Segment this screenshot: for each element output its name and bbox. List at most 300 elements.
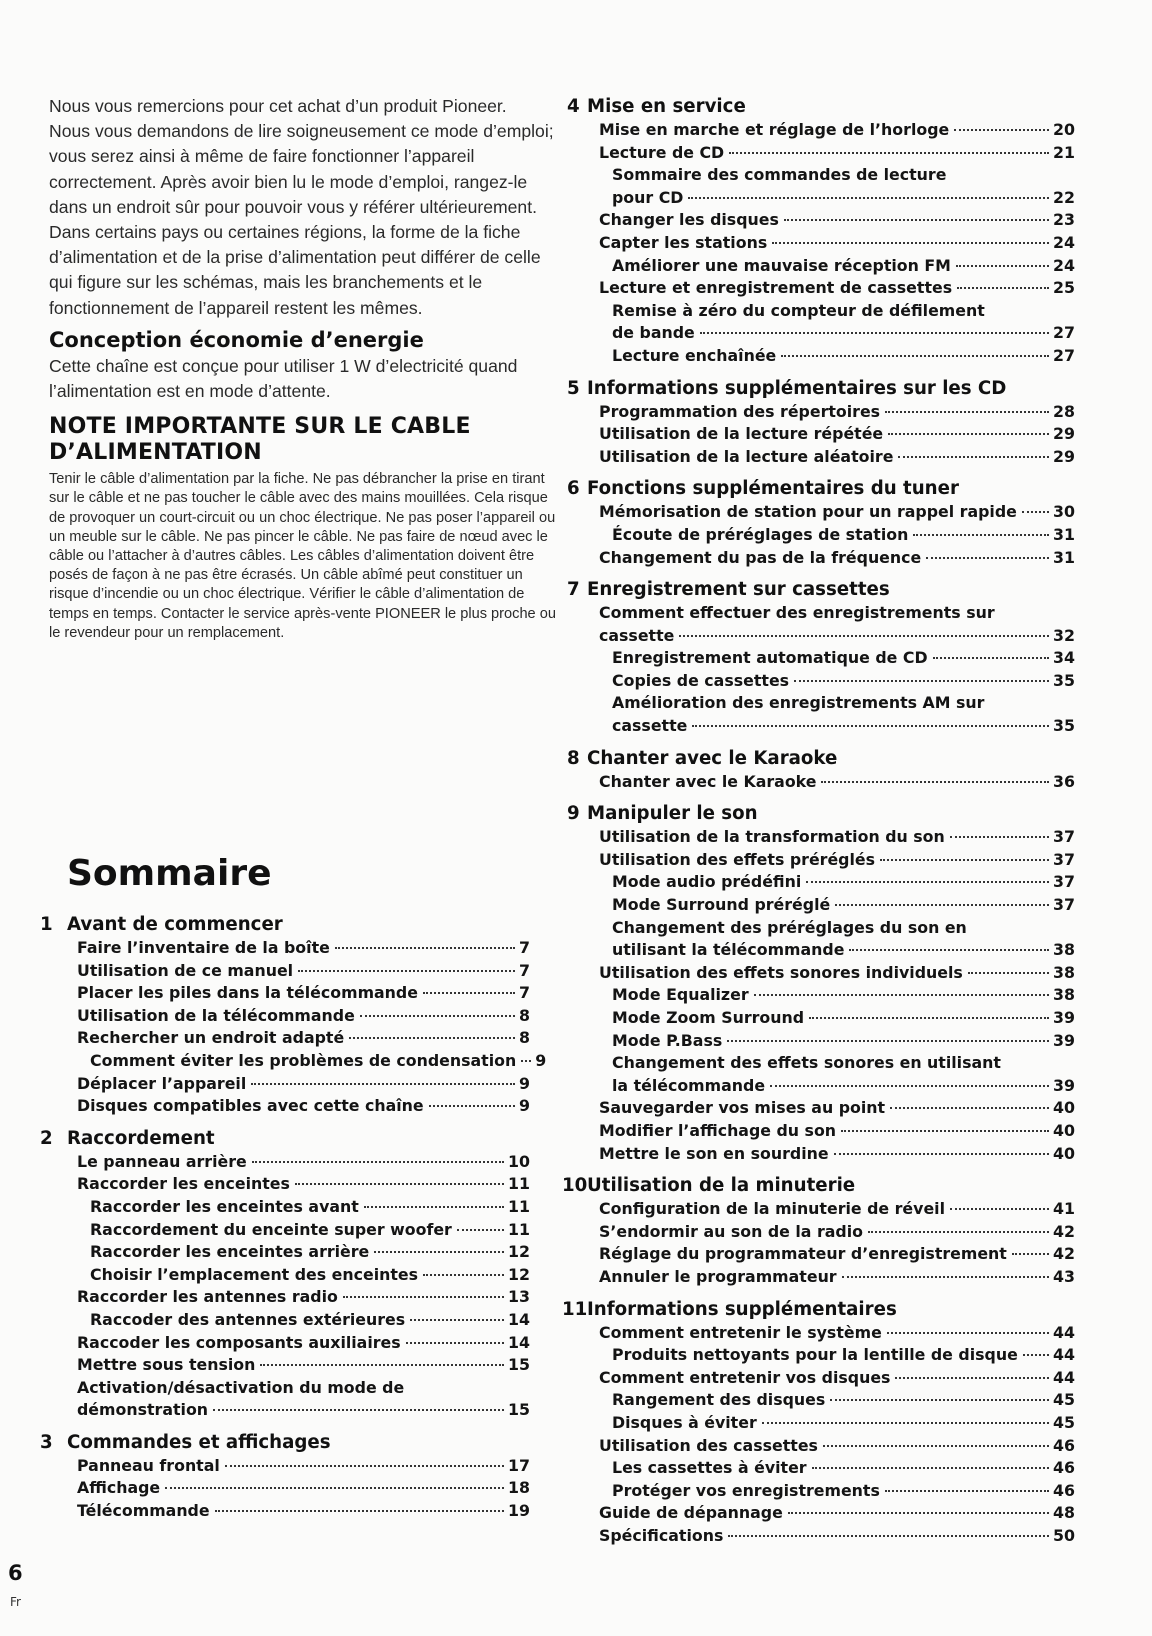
toc-entry[interactable] <box>587 119 1075 142</box>
toc-entry-page: 11 <box>508 1174 530 1194</box>
toc-entry-text: Raccordement du enceinte super woofer <box>90 1219 452 1239</box>
toc-entry-text: Lecture enchaînée <box>612 345 777 365</box>
toc-leader <box>364 1206 504 1208</box>
toc-section-title: Raccordement <box>67 1127 215 1149</box>
toc-entry[interactable] <box>587 277 1075 300</box>
toc-section-heading <box>40 1430 530 1455</box>
toc-entry[interactable] <box>40 1005 530 1028</box>
toc-entry-page: 10 <box>508 1151 530 1171</box>
toc-entry-text: Utilisation de la lecture répétée <box>599 424 884 444</box>
toc-leader <box>950 1208 1049 1210</box>
toc-entry-page: 11 <box>508 1219 530 1239</box>
toc-entry[interactable] <box>587 962 1075 985</box>
toc-entry-text: Choisir l’emplacement des enceintes <box>90 1264 419 1284</box>
toc-leader <box>849 949 1049 951</box>
toc-leader <box>215 1510 504 1512</box>
toc-entry-first-line[interactable] <box>587 602 1075 625</box>
toc-leader <box>885 411 1049 413</box>
toc-section-title: Informations supplémentaires sur les CD <box>587 377 1007 399</box>
toc-entry[interactable] <box>587 715 1075 738</box>
toc-leader <box>954 129 1049 131</box>
toc-entry[interactable] <box>587 1435 1075 1458</box>
toc-entry[interactable] <box>587 1221 1075 1244</box>
toc-entry-page: 39 <box>1053 1075 1075 1095</box>
toc-entry-text: Déplacer l’appareil <box>77 1073 247 1093</box>
intro-paragraph-read: Nous vous demandons de lire soigneusement ce mode d’emploi; vous serez ainsi à même de faire fonctionner l’appareil correctement. Après avoir bien lu le mode d’emploi, rangez-le dans un endroit sûr pour pouvoir vous y référer ultérieurement. <box>49 121 554 217</box>
toc-entry[interactable] <box>587 1243 1075 1266</box>
toc-leader <box>835 904 1049 906</box>
toc-section-number: 1 <box>40 914 53 935</box>
toc-entry[interactable] <box>587 1480 1075 1503</box>
toc-entry-page: 39 <box>1053 1030 1075 1050</box>
toc-entry-page: 31 <box>1053 524 1075 544</box>
toc-leader <box>957 287 1049 289</box>
toc-entry-text: Changement des effets sonores en utilisant <box>612 1053 1001 1073</box>
toc-entry-page: 31 <box>1053 547 1075 567</box>
toc-section-heading <box>40 912 530 937</box>
toc-entry-text: Mise en marche et réglage de l’horloge <box>599 120 950 139</box>
toc-entry-page: 14 <box>508 1309 530 1329</box>
toc-entry-text: Raccorder les enceintes avant <box>90 1196 359 1216</box>
toc-entry[interactable] <box>587 255 1075 278</box>
toc-entry-text: Raccorder les enceintes <box>77 1174 290 1194</box>
toc-entry[interactable] <box>587 501 1075 524</box>
toc-entry[interactable] <box>587 142 1075 165</box>
toc-leader <box>213 1409 504 1411</box>
toc-entry[interactable] <box>587 1525 1075 1548</box>
toc-leader <box>700 332 1049 334</box>
toc-entry[interactable] <box>587 524 1075 547</box>
toc-entry-page: 41 <box>1053 1199 1075 1219</box>
toc-entry[interactable] <box>587 647 1075 670</box>
toc-entry-text: Sauvegarder vos mises au point <box>599 1098 886 1118</box>
toc-section-heading <box>562 1173 1075 1198</box>
toc-entry[interactable] <box>40 1173 530 1196</box>
toc-entry-page: 8 <box>519 1028 530 1048</box>
toc-entry-page: 44 <box>1053 1345 1075 1365</box>
toc-entry[interactable] <box>587 322 1075 345</box>
toc-entry[interactable] <box>587 871 1075 894</box>
toc-entry-page: 38 <box>1053 985 1075 1005</box>
toc-section-heading <box>40 1126 530 1151</box>
toc-entry-first-line[interactable] <box>587 164 1075 187</box>
cable-note-text: Tenir le câble d’alimentation par la fiche. Ne pas débrancher la prise en tirant sur le câble et ne pas toucher le câble avec des mains mouillées. Cela risque de provoquer un court-circuit ou un choc électrique. Ne pas poser l’appareil ou un meuble sur le câble. Ne pas pincer le câble. Ne pas faire de nœud avec le câble ou l’attacher à d’autres câbles. Les câbles d’alimentation doivent être posés de façon à ne pas être écrasés. Un câble abîmé peut constituer un risque d’incendie ou un choc électrique. Vérifier le câble d’alimentation de temps en temps. Contacter le service après-vente PIONEER le plus proche ou le revendeur pour un remplacement. <box>49 471 556 641</box>
page-number: 6 <box>8 1561 23 1585</box>
toc-leader <box>887 1332 1049 1334</box>
toc-section-title: Fonctions supplémentaires du tuner <box>587 478 959 500</box>
toc-entry-text: Comment entretenir le système <box>599 1322 882 1342</box>
toc-leader <box>842 1276 1049 1278</box>
toc-entry[interactable] <box>587 446 1075 469</box>
toc-leader <box>868 1231 1049 1233</box>
toc-entry-text: Activation/désactivation du mode de <box>77 1377 405 1397</box>
toc-entry-first-line[interactable] <box>587 692 1075 715</box>
toc-entry[interactable] <box>587 1502 1075 1525</box>
toc-entry-page: 19 <box>508 1501 530 1521</box>
toc-leader <box>812 1467 1049 1469</box>
toc-leader <box>349 1037 515 1039</box>
toc-leader <box>423 1274 504 1276</box>
toc-entry-text: Raccorder les antennes radio <box>77 1287 338 1307</box>
toc-entry[interactable] <box>40 1455 530 1478</box>
toc-entry-page: 30 <box>1053 502 1075 522</box>
toc-entry-text: Comment effectuer des enregistrements sur <box>599 603 995 623</box>
toc-leader <box>679 635 1049 637</box>
toc-section-title: Utilisation de la minuterie <box>587 1175 856 1197</box>
toc-entry-page: 14 <box>508 1332 530 1352</box>
toc-leader <box>823 1445 1049 1447</box>
toc-entry-text: Mode Equalizer <box>612 985 749 1005</box>
toc-leader <box>406 1342 504 1344</box>
toc-entry-text: Améliorer une mauvaise réception FM <box>612 255 951 275</box>
toc-section-title: Commandes et affichages <box>67 1431 331 1453</box>
toc-entry-page: 40 <box>1053 1098 1075 1118</box>
toc-left-column <box>40 912 547 1523</box>
toc-leader <box>890 1107 1049 1109</box>
toc-entry-first-line[interactable] <box>587 1052 1075 1075</box>
toc-section-title: Informations supplémentaires <box>587 1298 897 1320</box>
toc-entry-text: Mettre le son en sourdine <box>599 1143 829 1163</box>
toc-entry-text: Changer les disques <box>599 210 779 230</box>
toc-entry[interactable] <box>587 1007 1075 1030</box>
toc-entry[interactable] <box>40 1241 530 1264</box>
toc-entry-page: 35 <box>1053 670 1075 690</box>
toc-entry-text: Sommaire des commandes de lecture <box>612 165 947 185</box>
toc-entry-page: 12 <box>508 1264 530 1284</box>
toc-leader <box>225 1465 504 1467</box>
toc-entry-text: S’endormir au son de la radio <box>599 1221 863 1241</box>
intro-paragraph-thanks: Nous vous remercions pour cet achat d’un produit Pioneer. <box>49 96 507 116</box>
toc-section-number: 8 <box>567 747 580 769</box>
toc-leader <box>1012 1253 1049 1255</box>
toc-entry[interactable] <box>587 1266 1075 1289</box>
toc-entry-first-line[interactable] <box>40 1377 530 1400</box>
toc-leader <box>895 1377 1049 1379</box>
toc-entry-page: 36 <box>1053 771 1075 791</box>
toc-section-title: Manipuler le son <box>587 803 758 825</box>
toc-leader <box>841 1130 1049 1132</box>
toc-entry[interactable] <box>587 1389 1075 1412</box>
toc-entry-text: Annuler le programmateur <box>599 1266 837 1286</box>
toc-leader <box>794 680 1049 682</box>
toc-leader <box>781 355 1049 357</box>
toc-entry-text: Capter les stations <box>599 232 768 252</box>
toc-entry-page: 29 <box>1053 446 1075 466</box>
toc-section-title: Chanter avec le Karaoke <box>587 747 838 769</box>
toc-entry-text-continued: la télécommande <box>612 1075 766 1095</box>
toc-leader <box>885 1490 1049 1492</box>
toc-leader <box>688 197 1049 199</box>
toc-leader <box>754 994 1049 996</box>
toc-entry-page: 15 <box>508 1355 530 1375</box>
toc-entry-text: Raccoder les composants auxiliaires <box>77 1332 401 1352</box>
toc-entry-text: Mettre sous tension <box>77 1355 256 1375</box>
toc-leader <box>788 1512 1049 1514</box>
toc-entry-page: 27 <box>1053 323 1075 343</box>
toc-entry-text: Les cassettes à éviter <box>612 1458 807 1478</box>
toc-entry[interactable] <box>587 187 1075 210</box>
toc-entry[interactable] <box>587 894 1075 917</box>
toc-entry-page: 34 <box>1053 648 1075 668</box>
toc-entry-text: Protéger vos enregistrements <box>612 1480 880 1500</box>
toc-entry-text: Raccorder les enceintes arrière <box>90 1242 370 1262</box>
toc-entry-page: 9 <box>519 1073 530 1093</box>
toc-entry-page: 42 <box>1053 1221 1075 1241</box>
toc-entry[interactable] <box>40 1027 530 1050</box>
toc-leader <box>968 972 1049 974</box>
toc-leader <box>898 456 1049 458</box>
toc-section-number: 10 <box>562 1175 588 1197</box>
toc-entry[interactable] <box>40 1399 530 1422</box>
toc-entry-first-line[interactable] <box>587 300 1075 323</box>
toc-entry-page: 48 <box>1053 1503 1075 1523</box>
toc-entry-text: Mode Surround préréglé <box>612 895 831 915</box>
toc-right-column <box>562 94 1075 1547</box>
toc-entry[interactable] <box>40 982 530 1005</box>
toc-leader <box>950 836 1049 838</box>
toc-entry[interactable] <box>587 849 1075 872</box>
toc-entry-text-continued: utilisant la télécommande <box>612 940 845 960</box>
toc-entry-text: Lecture et enregistrement de cassettes <box>599 278 953 298</box>
toc-entry[interactable] <box>587 345 1075 368</box>
toc-entry-text-continued: pour CD <box>612 187 684 207</box>
toc-entry-page: 32 <box>1053 625 1075 645</box>
toc-leader <box>762 1422 1049 1424</box>
toc-section-heading <box>567 476 1075 501</box>
toc-section-title: Mise en service <box>587 96 746 117</box>
toc-entry[interactable] <box>40 1219 530 1242</box>
toc-leader <box>834 1153 1049 1155</box>
toc-entry-page: 25 <box>1053 278 1075 298</box>
toc-entry[interactable] <box>587 984 1075 1007</box>
toc-entry-page: 7 <box>519 983 530 1003</box>
toc-section-number: 9 <box>567 803 580 825</box>
toc-entry-text: Remise à zéro du compteur de défilement <box>612 300 985 320</box>
toc-entry[interactable] <box>587 1120 1075 1143</box>
toc-entry[interactable] <box>40 1477 530 1500</box>
toc-leader <box>728 1535 1049 1537</box>
toc-leader <box>165 1487 504 1489</box>
toc-leader <box>692 725 1049 727</box>
toc-entry[interactable] <box>587 1030 1075 1053</box>
toc-entry-text-continued: de bande <box>612 323 695 343</box>
toc-entry-page: 43 <box>1053 1266 1075 1286</box>
toc-leader <box>821 781 1049 783</box>
toc-leader <box>809 1017 1049 1019</box>
cable-note-heading: NOTE IMPORTANTE SUR LE CABLE D’ALIMENTATION <box>49 414 471 466</box>
toc-entry[interactable] <box>587 423 1075 446</box>
toc-entry[interactable] <box>40 1500 530 1523</box>
toc-entry-page: 35 <box>1053 716 1075 736</box>
toc-entry[interactable] <box>587 1344 1075 1367</box>
toc-leader <box>295 1183 504 1185</box>
page-language: Fr <box>10 1595 21 1609</box>
toc-entry-text: Programmation des répertoires <box>599 401 881 421</box>
toc-entry-text-continued: cassette <box>599 625 675 645</box>
toc-entry-page: 40 <box>1053 1120 1075 1140</box>
toc-entry-text: Changement du pas de la fréquence <box>599 547 922 567</box>
toc-entry[interactable] <box>40 960 530 983</box>
toc-entry[interactable] <box>587 547 1075 570</box>
toc-entry-text: Enregistrement automatique de CD <box>612 648 928 668</box>
toc-leader <box>806 881 1049 883</box>
toc-entry[interactable] <box>587 1412 1075 1435</box>
toc-entry-text: Utilisation de ce manuel <box>77 960 294 980</box>
toc-entry-page: 46 <box>1053 1435 1075 1455</box>
toc-leader <box>729 152 1049 154</box>
toc-leader <box>1023 1354 1049 1356</box>
toc-entry-text: Amélioration des enregistrements AM sur <box>612 693 985 713</box>
toc-entry[interactable] <box>587 771 1075 794</box>
toc-entry-page: 15 <box>508 1400 530 1420</box>
toc-leader <box>429 1105 515 1107</box>
toc-entry-page: 13 <box>508 1287 530 1307</box>
intro-block <box>49 94 565 643</box>
toc-entry[interactable] <box>40 1073 530 1096</box>
toc-section-heading <box>562 1297 1075 1322</box>
toc-section-heading <box>567 577 1075 602</box>
toc-entry-page: 37 <box>1053 827 1075 847</box>
toc-leader <box>830 1399 1049 1401</box>
toc-entry-text: Écoute de préréglages de station <box>612 524 909 544</box>
toc-entry-text: Mémorisation de station pour un rappel rapide <box>599 502 1017 522</box>
toc-title: Sommaire <box>67 853 272 894</box>
toc-entry-text: Utilisation de la télécommande <box>77 1005 355 1025</box>
toc-leader <box>888 433 1049 435</box>
toc-entry-text: Utilisation des effets préréglés <box>599 849 876 869</box>
toc-leader <box>410 1319 504 1321</box>
toc-entry-text: Raccoder des antennes extérieures <box>90 1309 406 1329</box>
toc-entry-page: 7 <box>519 938 530 957</box>
toc-entry-text: Panneau frontal <box>77 1455 220 1475</box>
toc-entry-page: 24 <box>1053 255 1075 275</box>
toc-entry-page: 37 <box>1053 849 1075 869</box>
toc-entry-text: Rechercher un endroit adapté <box>77 1028 345 1048</box>
toc-leader <box>784 219 1049 221</box>
eco-text: Cette chaîne est conçue pour utiliser 1 W d’electricité quand l’alimentation est en mode d’attente. <box>49 355 518 402</box>
toc-leader <box>1022 511 1049 513</box>
toc-entry-page: 44 <box>1053 1367 1075 1387</box>
toc-entry-page: 46 <box>1053 1458 1075 1478</box>
toc-entry[interactable] <box>587 826 1075 849</box>
toc-entry-text: Configuration de la minuterie de réveil <box>599 1199 945 1219</box>
toc-entry[interactable] <box>587 670 1075 693</box>
toc-entry-page: 38 <box>1053 940 1075 960</box>
toc-entry-page: 45 <box>1053 1412 1075 1432</box>
toc-entry[interactable] <box>40 1095 530 1118</box>
toc-entry-text: Mode audio prédéfini <box>612 872 802 892</box>
toc-entry-text: Télécommande <box>77 1501 210 1521</box>
toc-entry-page: 23 <box>1053 210 1075 230</box>
toc-entry-page: 7 <box>519 960 530 980</box>
toc-entry-page: 44 <box>1053 1322 1075 1342</box>
toc-leader <box>457 1229 504 1231</box>
toc-entry[interactable] <box>587 1322 1075 1345</box>
toc-entry-text: Le panneau arrière <box>77 1151 247 1171</box>
toc-entry-page: 12 <box>508 1242 530 1262</box>
toc-entry-page: 40 <box>1053 1143 1075 1163</box>
toc-entry[interactable] <box>587 209 1075 232</box>
toc-leader <box>521 1060 531 1062</box>
toc-entry-page: 39 <box>1053 1008 1075 1027</box>
toc-section-number: 6 <box>567 478 580 500</box>
toc-entry[interactable] <box>40 1354 530 1377</box>
toc-entry-text-continued: cassette <box>612 716 688 736</box>
toc-section-number: 11 <box>562 1298 588 1320</box>
toc-entry[interactable] <box>40 1050 547 1073</box>
toc-entry-page: 21 <box>1053 142 1075 162</box>
toc-entry[interactable] <box>587 625 1075 648</box>
toc-entry[interactable] <box>40 1309 530 1332</box>
toc-section-heading <box>567 746 1075 771</box>
toc-entry-text: Comment éviter les problèmes de condensation <box>90 1050 517 1070</box>
toc-leader <box>956 265 1049 267</box>
toc-leader <box>251 1083 515 1085</box>
toc-entry-first-line[interactable] <box>587 917 1075 940</box>
toc-leader <box>252 1161 504 1163</box>
toc-section-number: 4 <box>567 96 580 117</box>
toc-section-title: Avant de commencer <box>67 914 283 935</box>
toc-entry[interactable] <box>587 1075 1075 1098</box>
toc-entry[interactable] <box>587 939 1075 962</box>
toc-entry[interactable] <box>587 1143 1075 1166</box>
toc-entry-page: 50 <box>1053 1525 1075 1545</box>
intro-paragraph-plug: Dans certains pays ou certaines régions, la forme de la fiche d’alimentation et de la prise d’alimentation peut différer de celle qui figure sur les schémas, mais les branchements et le fonctionnement de l’appareil restent les mêmes. <box>49 222 541 318</box>
toc-leader <box>343 1296 504 1298</box>
toc-leader <box>360 1015 515 1017</box>
toc-entry[interactable] <box>587 232 1075 255</box>
toc-entry[interactable] <box>587 1367 1075 1390</box>
toc-entry-text: Faire l’inventaire de la boîte <box>77 938 330 957</box>
toc-entry-text: Placer les piles dans la télécommande <box>77 983 418 1003</box>
toc-entry-text: Disques à éviter <box>612 1412 757 1432</box>
toc-entry[interactable] <box>587 1097 1075 1120</box>
toc-entry-page: 45 <box>1053 1390 1075 1410</box>
toc-entry-page: 24 <box>1053 232 1075 252</box>
toc-entry-page: 9 <box>535 1050 547 1070</box>
toc-entry-text: Disques compatibles avec cette chaîne <box>77 1096 424 1116</box>
toc-leader <box>880 859 1049 861</box>
toc-entry[interactable] <box>40 937 530 960</box>
toc-entry-text: Affichage <box>77 1478 161 1498</box>
toc-entry[interactable] <box>587 401 1075 424</box>
toc-entry-text: Comment entretenir vos disques <box>599 1367 891 1387</box>
toc-entry-page: 29 <box>1053 424 1075 444</box>
toc-section-number: 2 <box>40 1127 53 1149</box>
toc-entry-text: Lecture de CD <box>599 142 725 162</box>
toc-entry-page: 28 <box>1053 401 1075 421</box>
toc-entry-text: Chanter avec le Karaoke <box>599 771 817 791</box>
toc-entry-text: Utilisation des effets sonores individuels <box>599 962 963 982</box>
toc-entry-text: Utilisation de la transformation du son <box>599 827 945 847</box>
toc-entry-page: 18 <box>508 1478 530 1498</box>
toc-entry[interactable] <box>587 1457 1075 1480</box>
toc-leader <box>374 1251 504 1253</box>
toc-entry-text: Rangement des disques <box>612 1390 826 1410</box>
toc-entry[interactable] <box>40 1286 530 1309</box>
toc-leader <box>335 947 515 949</box>
toc-entry[interactable] <box>587 1198 1075 1221</box>
toc-entry[interactable] <box>40 1151 530 1174</box>
toc-entry[interactable] <box>40 1264 530 1287</box>
toc-entry-page: 11 <box>508 1196 530 1216</box>
toc-entry-text: Changement des préréglages du son en <box>612 917 967 937</box>
toc-entry[interactable] <box>40 1196 530 1219</box>
toc-entry-text: Produits nettoyants pour la lentille de disque <box>612 1345 1018 1365</box>
toc-entry[interactable] <box>40 1332 530 1355</box>
toc-section-heading <box>567 801 1075 826</box>
toc-entry-page: 46 <box>1053 1480 1075 1500</box>
